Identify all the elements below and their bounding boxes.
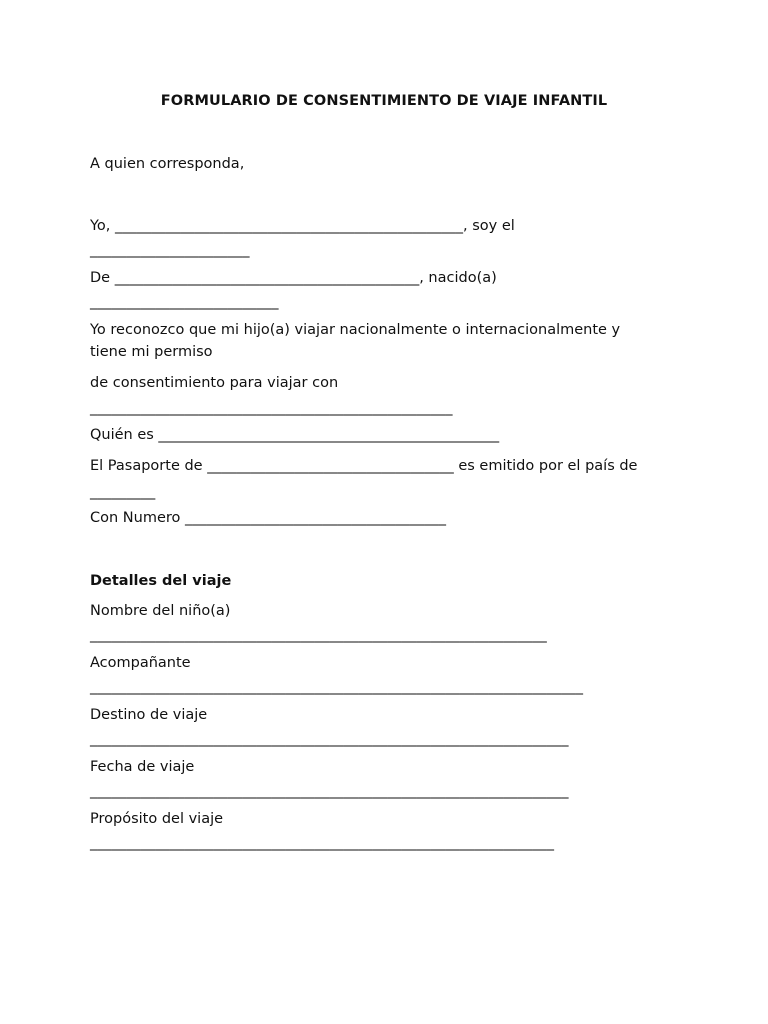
de-line: De __________________________________________, nacido(a) (90, 270, 497, 286)
quien-line: Quién es _______________________________________________ (90, 427, 500, 443)
acknowledgment-line-1: Yo reconozco que mi hijo(a) viajar nacionalmente o internacionalmente y (90, 322, 621, 338)
field-label: Destino de viaje (90, 707, 208, 723)
field-blank: _______________________________________________________________ (90, 627, 547, 643)
field-blank: __________________________________________________________________ (90, 783, 569, 799)
field-label: Acompañante (90, 655, 191, 671)
acknowledgment-line-2: tiene mi permiso (90, 344, 213, 360)
consent-line-blank: __________________________________________________ (90, 400, 453, 416)
yo-line: Yo, ________________________________________________, soy el (90, 218, 515, 234)
consent-line: de consentimiento para viajar con (90, 375, 339, 391)
passport-line-continued: _________ (90, 484, 156, 500)
trip-details-heading: Detalles del viaje (90, 573, 232, 589)
field-label: Propósito del viaje (90, 811, 224, 827)
field-blank: ____________________________________________________________________ (90, 679, 583, 695)
field-blank: __________________________________________________________________ (90, 731, 569, 747)
yo-line-continued: ______________________ (90, 242, 250, 258)
field-label: Fecha de viaje (90, 759, 195, 775)
number-line: Con Numero ____________________________________ (90, 510, 447, 526)
passport-line: El Pasaporte de __________________________________ es emitido por el país de (90, 458, 638, 474)
field-blank: ________________________________________________________________ (90, 835, 554, 851)
form-title: FORMULARIO DE CONSENTIMIENTO DE VIAJE INFANTIL (160, 93, 608, 109)
field-label: Nombre del niño(a) (90, 603, 231, 619)
de-line-continued: __________________________ (90, 294, 279, 310)
greeting: A quien corresponda, (90, 156, 245, 172)
